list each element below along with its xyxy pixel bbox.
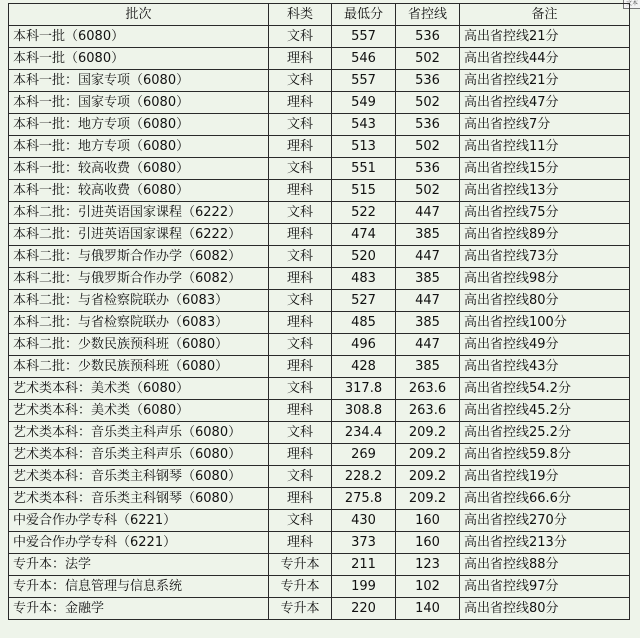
- cell-control-line: 209.2: [396, 466, 460, 488]
- table-row: [9, 356, 630, 378]
- cell-batch: 本科一批：地方专项（6080）: [9, 114, 269, 136]
- table-row: [9, 246, 630, 268]
- cell-batch: 中爱合作办学专科（6221）: [9, 532, 269, 554]
- cell-remark: 高出省控线98分: [460, 268, 630, 290]
- cell-min-score: 483: [332, 268, 396, 290]
- cell-control-line: 385: [396, 268, 460, 290]
- cell-control-line: 263.6: [396, 400, 460, 422]
- cell-batch: 本科一批：较高收费（6080）: [9, 158, 269, 180]
- table-row: [9, 334, 630, 356]
- cell-min-score: 317.8: [332, 378, 396, 400]
- cell-min-score: 557: [332, 26, 396, 48]
- cell-remark: 高出省控线88分: [460, 554, 630, 576]
- table-row: [9, 488, 630, 510]
- table-row: [9, 466, 630, 488]
- cell-batch: 专升本：信息管理与信息系统: [9, 576, 269, 598]
- cell-control-line: 536: [396, 70, 460, 92]
- cell-subject: 文科: [269, 202, 332, 224]
- cell-control-line: 502: [396, 48, 460, 70]
- cell-batch: 本科二批：少数民族预科班（6080）: [9, 356, 269, 378]
- cell-min-score: 549: [332, 92, 396, 114]
- cell-control-line: 536: [396, 114, 460, 136]
- table-row: [9, 532, 630, 554]
- admission-score-table: [8, 3, 630, 620]
- table-row: [9, 70, 630, 92]
- cell-subject: 理科: [269, 180, 332, 202]
- table-row: [9, 92, 630, 114]
- cell-batch: 专升本：法学: [9, 554, 269, 576]
- cell-subject: 文科: [269, 26, 332, 48]
- table-row: [9, 48, 630, 70]
- cell-control-line: 140: [396, 598, 460, 620]
- table-row: [9, 554, 630, 576]
- cell-batch: 艺术类本科：音乐类主科钢琴（6080）: [9, 466, 269, 488]
- cell-batch: 本科二批：与省检察院联办（6083）: [9, 312, 269, 334]
- cell-min-score: 551: [332, 158, 396, 180]
- cell-batch: 本科二批：与俄罗斯合作办学（6082）: [9, 246, 269, 268]
- cell-remark: 高出省控线80分: [460, 598, 630, 620]
- cell-subject: 理科: [269, 224, 332, 246]
- cell-batch: 本科一批（6080）: [9, 48, 269, 70]
- cell-min-score: 543: [332, 114, 396, 136]
- cell-batch: 本科一批：国家专项（6080）: [9, 70, 269, 92]
- cell-remark: 高出省控线54.2分: [460, 378, 630, 400]
- cell-control-line: 209.2: [396, 444, 460, 466]
- cell-min-score: 430: [332, 510, 396, 532]
- cell-min-score: 527: [332, 290, 396, 312]
- cell-batch: 中爱合作办学专科（6221）: [9, 510, 269, 532]
- table-row: [9, 312, 630, 334]
- table-row: [9, 224, 630, 246]
- cell-subject: 文科: [269, 378, 332, 400]
- table-row: [9, 400, 630, 422]
- cell-remark: 高出省控线21分: [460, 70, 630, 92]
- cell-remark: 高出省控线97分: [460, 576, 630, 598]
- cell-control-line: 160: [396, 532, 460, 554]
- cell-subject: 理科: [269, 356, 332, 378]
- cell-control-line: 447: [396, 290, 460, 312]
- cell-subject: 理科: [269, 92, 332, 114]
- cell-batch: 本科二批：与省检察院联办（6083）: [9, 290, 269, 312]
- cell-remark: 高出省控线213分: [460, 532, 630, 554]
- cell-batch: 艺术类本科：音乐类主科声乐（6080）: [9, 444, 269, 466]
- cell-remark: 高出省控线89分: [460, 224, 630, 246]
- cell-min-score: 428: [332, 356, 396, 378]
- cell-min-score: 228.2: [332, 466, 396, 488]
- cell-batch: 本科二批：引进英语国家课程（6222）: [9, 224, 269, 246]
- cell-min-score: 546: [332, 48, 396, 70]
- cell-remark: 高出省控线47分: [460, 92, 630, 114]
- cell-batch: 专升本：金融学: [9, 598, 269, 620]
- cell-remark: 高出省控线59.8分: [460, 444, 630, 466]
- cell-control-line: 209.2: [396, 422, 460, 444]
- cell-batch: 本科二批：少数民族预科班（6080）: [9, 334, 269, 356]
- cell-subject: 理科: [269, 48, 332, 70]
- cell-subject: 理科: [269, 444, 332, 466]
- cell-control-line: 447: [396, 246, 460, 268]
- cell-control-line: 123: [396, 554, 460, 576]
- table-row: [9, 378, 630, 400]
- cell-min-score: 513: [332, 136, 396, 158]
- cell-batch: 本科二批：与俄罗斯合作办学（6082）: [9, 268, 269, 290]
- cell-control-line: 385: [396, 356, 460, 378]
- cell-min-score: 211: [332, 554, 396, 576]
- cell-min-score: 269: [332, 444, 396, 466]
- cell-min-score: 474: [332, 224, 396, 246]
- header-control-line: 省控线: [396, 4, 460, 26]
- cell-min-score: 234.4: [332, 422, 396, 444]
- cell-control-line: 536: [396, 26, 460, 48]
- cell-min-score: 522: [332, 202, 396, 224]
- table-row: [9, 114, 630, 136]
- table-row: [9, 26, 630, 48]
- cell-subject: 专升本: [269, 598, 332, 620]
- header-batch: 批次: [9, 4, 269, 26]
- cell-min-score: 308.8: [332, 400, 396, 422]
- table-row: [9, 598, 630, 620]
- table-row: [9, 290, 630, 312]
- table-row: [9, 576, 630, 598]
- cell-control-line: 209.2: [396, 488, 460, 510]
- cell-batch: 艺术类本科：美术类（6080）: [9, 378, 269, 400]
- cell-min-score: 520: [332, 246, 396, 268]
- cell-subject: 文科: [269, 246, 332, 268]
- cell-min-score: 199: [332, 576, 396, 598]
- header-row: [9, 4, 630, 26]
- cell-batch: 本科二批：引进英语国家课程（6222）: [9, 202, 269, 224]
- cell-subject: 文科: [269, 510, 332, 532]
- cell-control-line: 536: [396, 158, 460, 180]
- cell-control-line: 385: [396, 224, 460, 246]
- cell-min-score: 496: [332, 334, 396, 356]
- cell-remark: 高出省控线19分: [460, 466, 630, 488]
- table-row: [9, 180, 630, 202]
- cell-remark: 高出省控线11分: [460, 136, 630, 158]
- table-row: [9, 444, 630, 466]
- cell-subject: 理科: [269, 532, 332, 554]
- cell-remark: 高出省控线25.2分: [460, 422, 630, 444]
- cell-batch: 本科一批：较高收费（6080）: [9, 180, 269, 202]
- cell-min-score: 557: [332, 70, 396, 92]
- cell-remark: 高出省控线15分: [460, 158, 630, 180]
- cell-batch: 本科一批：地方专项（6080）: [9, 136, 269, 158]
- cell-remark: 高出省控线73分: [460, 246, 630, 268]
- cell-control-line: 502: [396, 180, 460, 202]
- cell-subject: 理科: [269, 136, 332, 158]
- cell-min-score: 373: [332, 532, 396, 554]
- cell-control-line: 502: [396, 136, 460, 158]
- cell-remark: 高出省控线7分: [460, 114, 630, 136]
- cell-control-line: 102: [396, 576, 460, 598]
- cell-batch: 艺术类本科：音乐类主科声乐（6080）: [9, 422, 269, 444]
- cell-remark: 高出省控线49分: [460, 334, 630, 356]
- header-remark: 备注: [460, 4, 630, 26]
- cell-min-score: 485: [332, 312, 396, 334]
- cell-subject: 文科: [269, 114, 332, 136]
- cell-remark: 高出省控线44分: [460, 48, 630, 70]
- cell-control-line: 502: [396, 92, 460, 114]
- cell-control-line: 263.6: [396, 378, 460, 400]
- cell-remark: 高出省控线75分: [460, 202, 630, 224]
- cell-remark: 高出省控线43分: [460, 356, 630, 378]
- cell-min-score: 515: [332, 180, 396, 202]
- cell-subject: 文科: [269, 466, 332, 488]
- cell-subject: 理科: [269, 268, 332, 290]
- cell-subject: 理科: [269, 400, 332, 422]
- cell-remark: 高出省控线13分: [460, 180, 630, 202]
- cell-control-line: 447: [396, 334, 460, 356]
- cell-min-score: 220: [332, 598, 396, 620]
- cell-subject: 文科: [269, 290, 332, 312]
- table-row: [9, 510, 630, 532]
- table-row: [9, 136, 630, 158]
- table-body: [9, 26, 630, 620]
- cell-remark: 高出省控线45.2分: [460, 400, 630, 422]
- cell-batch: 本科一批：国家专项（6080）: [9, 92, 269, 114]
- cell-subject: 专升本: [269, 576, 332, 598]
- cell-control-line: 447: [396, 202, 460, 224]
- header-min-score: 最低分: [332, 4, 396, 26]
- cell-remark: 高出省控线270分: [460, 510, 630, 532]
- table-row: [9, 422, 630, 444]
- table-row: [9, 268, 630, 290]
- cell-remark: 高出省控线100分: [460, 312, 630, 334]
- cell-subject: 理科: [269, 488, 332, 510]
- cell-subject: 文科: [269, 334, 332, 356]
- table-row: [9, 158, 630, 180]
- cell-subject: 文科: [269, 422, 332, 444]
- corner-label: 文本: [623, 0, 640, 9]
- table-row: [9, 202, 630, 224]
- cell-batch: 艺术类本科：音乐类主科钢琴（6080）: [9, 488, 269, 510]
- cell-remark: 高出省控线66.6分: [460, 488, 630, 510]
- cell-batch: 艺术类本科：美术类（6080）: [9, 400, 269, 422]
- cell-subject: 文科: [269, 70, 332, 92]
- cell-min-score: 275.8: [332, 488, 396, 510]
- cell-subject: 文科: [269, 158, 332, 180]
- cell-batch: 本科一批（6080）: [9, 26, 269, 48]
- cell-subject: 理科: [269, 312, 332, 334]
- header-subject: 科类: [269, 4, 332, 26]
- cell-remark: 高出省控线21分: [460, 26, 630, 48]
- cell-control-line: 385: [396, 312, 460, 334]
- cell-remark: 高出省控线80分: [460, 290, 630, 312]
- cell-subject: 专升本: [269, 554, 332, 576]
- cell-control-line: 160: [396, 510, 460, 532]
